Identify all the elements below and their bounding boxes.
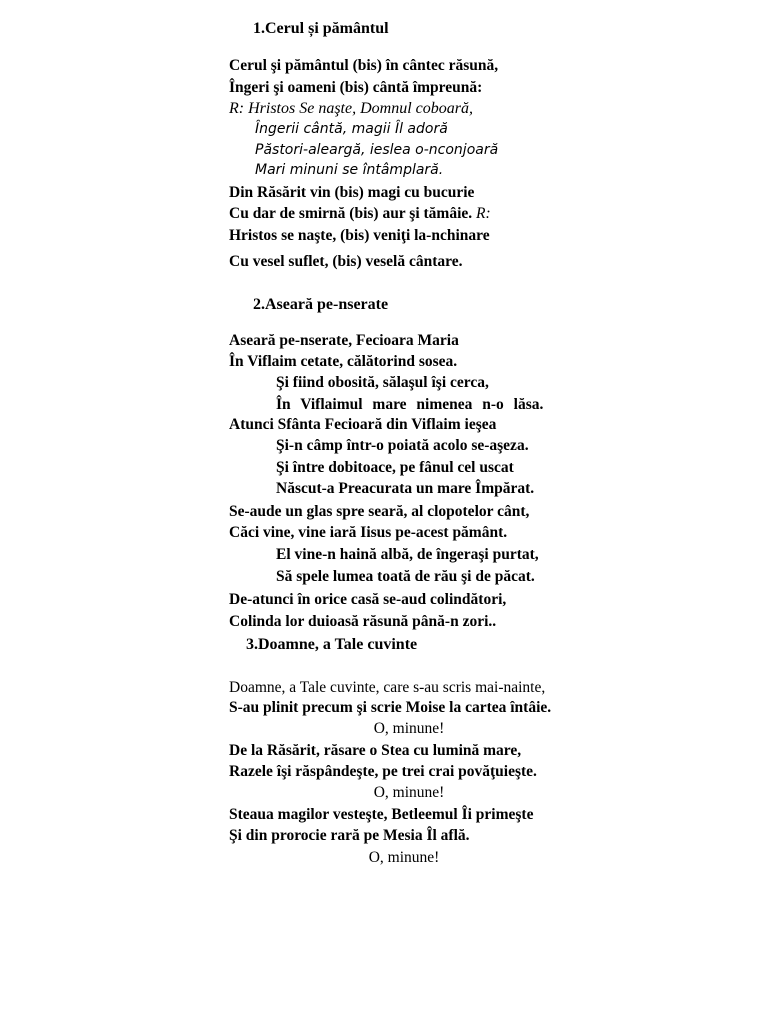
verse-line: Şi din prorocie rară pe Mesia Îl află. bbox=[229, 827, 470, 844]
verse-line: Colinda lor duioasă răsună până-n zori.. bbox=[229, 613, 497, 630]
verse-line: Şi fiind obosită, sălaşul îşi cerca, bbox=[276, 374, 489, 391]
verse-line: Aseară pe-nserate, Fecioara Maria bbox=[229, 332, 459, 349]
verse-line: Doamne, a Tale cuvinte, care s-au scris mai-nainte, bbox=[229, 679, 546, 696]
verse-line: Atunci Sfânta Fecioară din Viflaim ieşea bbox=[229, 416, 497, 433]
song-title: 1.Cerul și pământul bbox=[253, 20, 389, 37]
verse-line: Îngeri şi oameni (bis) cântă împreună: bbox=[229, 79, 483, 96]
verse-line: Steaua magilor vesteşte, Betleemul Îi primeşte bbox=[229, 806, 534, 823]
song-title: 2.Aseară pe-nserate bbox=[253, 296, 389, 313]
verse-line: Să spele lumea toată de rău şi de păcat. bbox=[276, 568, 535, 585]
verse-line: Şi între dobitoace, pe fânul cel uscat bbox=[276, 459, 514, 476]
verse-line: S-au plinit precum şi scrie Moise la cartea întâie. bbox=[229, 699, 552, 716]
refrain-line: Păstori-aleargă, ieslea o-nconjoară bbox=[255, 142, 499, 158]
verse-line: Din Răsărit vin (bis) magi cu bucurie bbox=[229, 184, 475, 201]
verse-line-with-refrain bbox=[229, 204, 491, 224]
refrain-line: R: Hristos Se naşte, Domnul coboară, bbox=[229, 100, 473, 117]
verse-line: Hristos se naşte, (bis) veniţi la-nchinare bbox=[229, 227, 490, 244]
verse-line: În Viflaim cetate, călătorind sosea. bbox=[229, 353, 458, 370]
verse-line: Născut-a Preacurata un mare Împărat. bbox=[276, 480, 535, 497]
verse-line: Şi-n câmp într-o poiată acolo se-aşeza. bbox=[276, 437, 529, 454]
verse-line: Cu vesel suflet, (bis) veselă cântare. bbox=[229, 253, 463, 270]
refrain-exclamation: O, minune! bbox=[373, 720, 445, 737]
verse-line: El vine-n haină albă, de îngeraşi purtat, bbox=[276, 546, 539, 563]
verse-line: Căci vine, vine iară Iisus pe-acest pământ. bbox=[229, 524, 508, 541]
verse-line: Razele îşi răspândeşte, pe trei crai povăţuieşte. bbox=[229, 763, 537, 780]
refrain-line: Îngerii cântă, magii Îl adoră bbox=[255, 121, 448, 137]
verse-line: În Viflaimul mare nimenea n-o lăsa. bbox=[276, 396, 544, 413]
verse-line: De-atunci în orice casă se-aud colindători, bbox=[229, 591, 507, 608]
song-title: 3.Doamne, a Tale cuvinte bbox=[246, 636, 418, 653]
refrain-line: Mari minuni se întâmplară. bbox=[255, 162, 444, 178]
refrain-marker: R: bbox=[476, 205, 491, 222]
refrain-exclamation: O, minune! bbox=[373, 784, 445, 801]
verse-line: Cerul şi pământul (bis) în cântec răsună, bbox=[229, 57, 499, 74]
verse-line: Se-aude un glas spre seară, al clopotelor cânt, bbox=[229, 503, 530, 520]
verse-line: Cu dar de smirnă (bis) aur şi tămâie. bbox=[229, 205, 473, 222]
refrain-exclamation: O, minune! bbox=[368, 849, 440, 866]
verse-line: De la Răsărit, răsare o Stea cu lumină mare, bbox=[229, 742, 522, 759]
